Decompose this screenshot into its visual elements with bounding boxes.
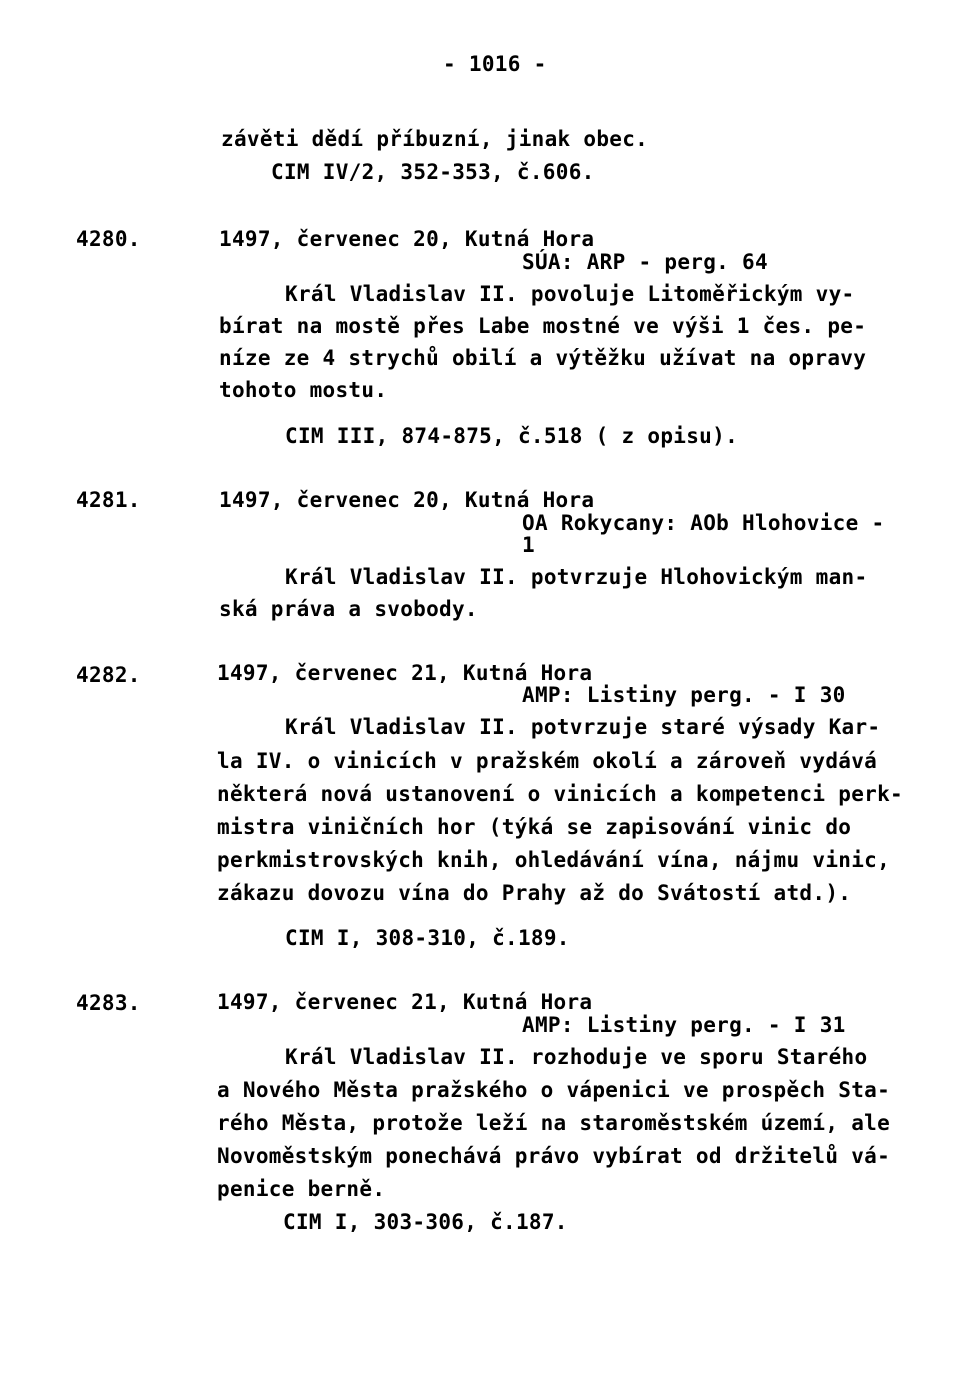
entry-text-line: níze ze 4 strychů obilí a výtěžku užívat na opravy <box>219 346 867 370</box>
entry-text-line: rého Města, protože leží na staroměstském území, ale <box>217 1111 891 1135</box>
entry-text-line: bírat na mostě přes Labe mostné ve výši 1 čes. pe- <box>219 314 867 338</box>
entry-number: 4281. <box>76 488 141 512</box>
entry-header: 1497, červenec 21, Kutná Hora <box>217 990 593 1014</box>
entry-text-line: tohoto mostu. <box>219 378 388 402</box>
entry-text-line: la IV. o vinicích v pražském okolí a zároveň vydává <box>217 749 878 773</box>
entry-citation: CIM I, 303-306, č.187. <box>283 1210 568 1234</box>
entry-header: 1497, červenec 20, Kutná Hora <box>219 227 595 251</box>
entry-number: 4282. <box>76 663 141 687</box>
entry-source-continued: 1 <box>522 533 535 557</box>
intro-citation: CIM IV/2, 352-353, č.606. <box>271 160 595 184</box>
entry-text-line: a Nového Města pražského o vápenici ve prospěch Sta- <box>217 1078 891 1102</box>
entry-header: 1497, červenec 20, Kutná Hora <box>219 488 595 512</box>
entry-number: 4280. <box>76 227 141 251</box>
entry-number: 4283. <box>76 991 141 1015</box>
entry-text-line: ská práva a svobody. <box>219 597 478 621</box>
entry-citation: CIM I, 308-310, č.189. <box>285 926 570 950</box>
entry-source: AMP: Listiny perg. - I 30 <box>522 683 846 707</box>
entry-citation: CIM III, 874-875, č.518 ( z opisu). <box>285 424 739 448</box>
entry-text-line: Král Vladislav II. potvrzuje Hlohovickým man- <box>285 565 868 589</box>
entry-text-line: některá nová ustanovení o vinicích a kompetenci perk- <box>217 782 903 806</box>
entry-header: 1497, červenec 21, Kutná Hora <box>217 661 593 685</box>
entry-text-line: Král Vladislav II. rozhoduje ve sporu Starého <box>285 1045 868 1069</box>
entry-text-line: Novoměstským ponechává právo vybírat od držitelů vá- <box>217 1144 891 1168</box>
entry-source: SÚA: ARP - perg. 64 <box>522 250 768 274</box>
entry-text-line: perkmistrovských knih, ohledávání vína, nájmu vinic, <box>217 848 891 872</box>
page-number: - 1016 - <box>443 52 547 76</box>
entry-text-line: penice berně. <box>217 1177 386 1201</box>
entry-text-line: zákazu dovozu vína do Prahy až do Svátostí atd.). <box>217 881 852 905</box>
entry-text-line: Král Vladislav II. potvrzuje staré výsady Kar- <box>285 715 881 739</box>
entry-source: OA Rokycany: AOb Hlohovice - <box>522 511 885 535</box>
intro-line: závěti dědí příbuzní, jinak obec. <box>221 127 649 151</box>
entry-source: AMP: Listiny perg. - I 31 <box>522 1013 846 1037</box>
entry-text-line: mistra viničních hor (týká se zapisování vinic do <box>217 815 852 839</box>
entry-text-line: Král Vladislav II. povoluje Litoměřickým vy- <box>285 282 855 306</box>
